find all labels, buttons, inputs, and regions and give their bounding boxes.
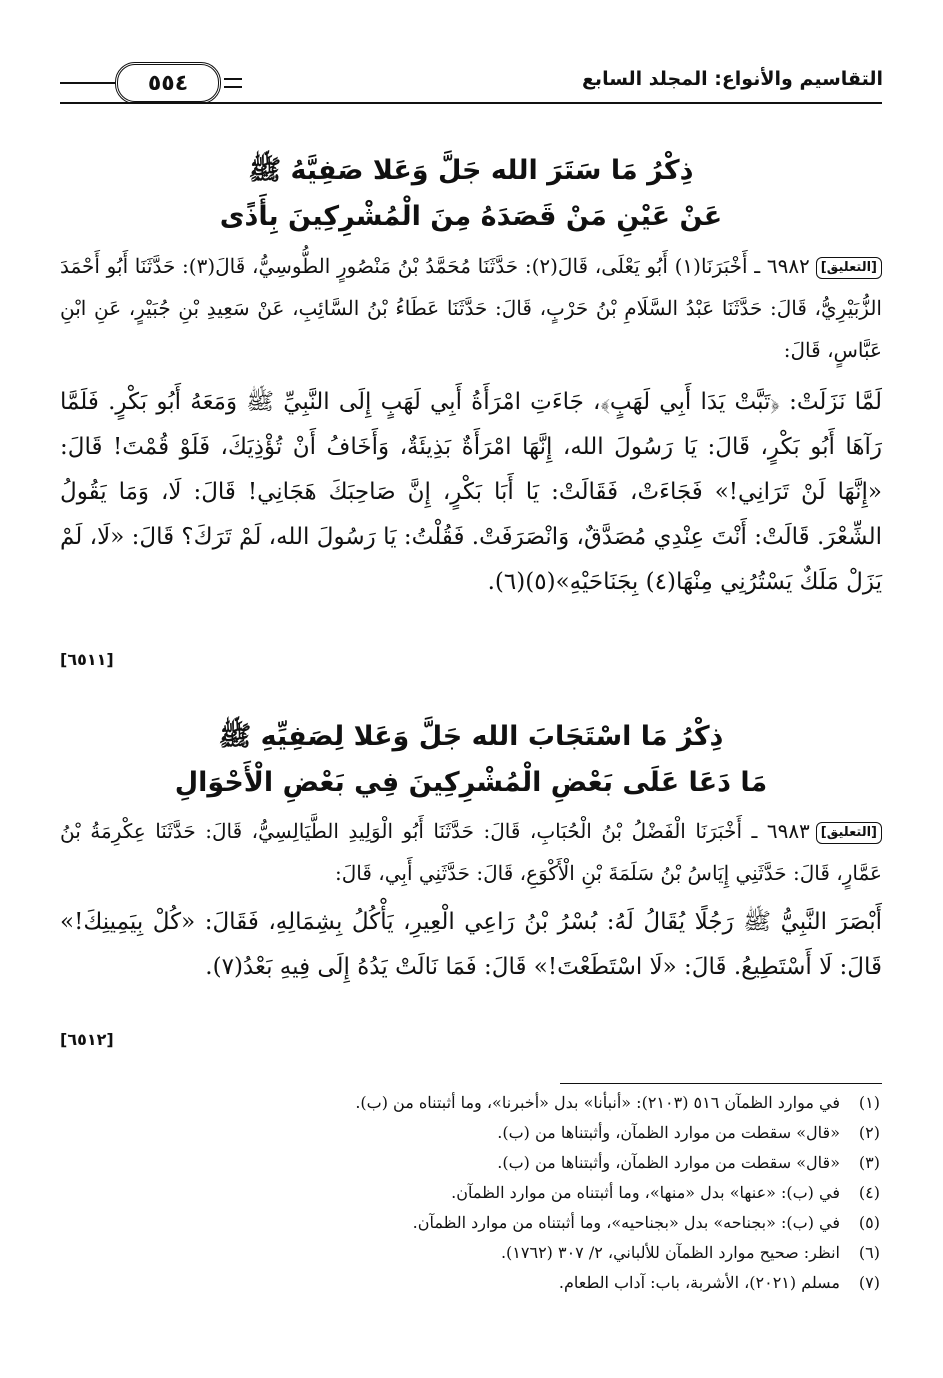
header-rule-left xyxy=(60,82,115,84)
hadith-isnad-6982 xyxy=(60,245,882,371)
hadith-isnad-6983 xyxy=(60,810,882,894)
footnote-item: (٦) انظر: صحيح موارد الظمآن للألباني، ٢/ ٣٠٧ (١٧٦٢). xyxy=(500,1243,880,1262)
hadith-reference-6511: [٦٥١١] xyxy=(60,650,114,669)
section-title-1 xyxy=(60,148,882,240)
footnote-item: (٥) في (ب): «بجناحه» بدل «بجناحيه»، وما أثبتناه من موارد الظمآن. xyxy=(412,1213,880,1232)
footnotes xyxy=(180,1088,880,1298)
section-title-1-line1: ذِكْرُ مَا سَتَرَ الله جَلَّ وَعَلا صَفِيَّهُ ﷺ xyxy=(248,155,694,186)
isnad-text: ٦٩٨٣ ـ أَخْبَرَنَا الْفَضْلُ بْنُ الْحُبَابِ، قَالَ: حَدَّثَنَا أَبُو الْوَلِيدِ الطَّيَالِسِيُّ، قَالَ: حَدَّثَنَا عِكْرِمَةُ بْنُ عَمَّارٍ، قَالَ: حَدَّثَنِي إِيَاسُ بْنُ سَلَمَةَ بْنِ الْأَكْوَعِ، قَالَ: حَدَّثَنِي أَبِي، قَالَ: xyxy=(60,819,882,885)
page-number: ٥٥٤ xyxy=(147,70,189,96)
page-number-frame xyxy=(115,62,221,104)
footnote-item: (٢) «قال» سقطت من موارد الظمآن، وأثبتناها من (ب). xyxy=(497,1123,880,1142)
isnad-text: ٦٩٨٢ ـ أَخْبَرَنَا(١) أَبُو يَعْلَى، قَالَ(٢): حَدَّثَنَا مُحَمَّدُ بْنُ مَنْصُورٍ الطُّوسِيُّ، قَالَ(٣): حَدَّثَنَا أَبُو أَحْمَدَ الزُّبَيْرِيُّ، قَالَ: حَدَّثَنَا عَبْدُ السَّلَامِ بْنُ حَرْبٍ، قَالَ: حَدَّثَنَا عَطَاءُ بْنُ السَّائِبِ، عَنْ سَعِيدِ بْنِ جُبَيْرٍ، عَنِ ابْنِ عَبَّاسٍ، قَالَ: xyxy=(60,254,882,362)
hadith-type-badge: [التعليق] xyxy=(816,822,882,844)
section-title-2-line2: مَا دَعَا عَلَى بَعْضِ الْمُشْرِكِينَ فِي بَعْضِ الْأَحْوَالِ xyxy=(174,767,768,798)
header-rule xyxy=(60,102,882,104)
matn-text: أَبْصَرَ النَّبِيُّ ﷺ رَجُلًا يُقَالُ لَهُ: بُسْرُ بْنُ رَاعِي الْعِيرِ، يَأْكُلُ بِشِمَالِهِ، فَقَالَ: «كُلْ بِيَمِينِكَ!» قَالَ: لَا أَسْتَطِيعُ. قَالَ: «لَا اسْتَطَعْتَ!» قَالَ: فَمَا نَالَتْ يَدُهُ إِلَى فِيهِ بَعْدُ(٧). xyxy=(60,909,882,980)
footnote-item: (١) في موارد الظمآن ٥١٦ (٢١٠٣): «أنبأنا» بدل «أخبرنا»، وما أثبتناه من (ب). xyxy=(355,1093,880,1112)
footnote-separator xyxy=(560,1083,882,1084)
matn-text: لَمَّا نَزَلَتْ: ﴿تَبَّتْ يَدَا أَبِي لَهَبٍ﴾، جَاءَتِ امْرَأَةُ أَبِي لَهَبٍ إِلَى النَّبِيِّ ﷺ وَمَعَهُ أَبُو بَكْرٍ. فَلَمَّا رَآهَا أَبُو بَكْرٍ، قَالَ: يَا رَسُولَ الله، إِنَّهَا امْرَأَةٌ بَذِيئَةٌ، وَأَخَافُ أَنْ تُؤْذِيَكَ، فَلَوْ قُمْتَ! قَالَ: «إِنَّهَا لَنْ تَرَانِي!» فَجَاءَتْ، فَقَالَتْ: يَا أَبَا بَكْرٍ، إِنَّ صَاحِبَكَ هَجَانِي! قَالَ: لَا، وَمَا يَقُولُ الشِّعْرَ. قَالَتْ: أَنْتَ عِنْدِي مُصَدَّقٌ، وَانْصَرَفَتْ. فَقُلْتُ: يَا رَسُولَ الله، لَمْ تَرَكَ؟ قَالَ: «لَا، لَمْ يَزَلْ مَلَكٌ يَسْتُرُنِي مِنْهَا(٤) بِجَنَاحَيْهِ»(٥)(٦). xyxy=(60,389,882,595)
footnote-item: (٣) «قال» سقطت من موارد الظمآن، وأثبتناها من (ب). xyxy=(497,1153,880,1172)
footnote-item: (٤) في (ب): «عنها» بدل «منها»، وما أثبتناه من موارد الظمآن. xyxy=(451,1183,880,1202)
section-title-2 xyxy=(60,714,882,806)
section-title-1-line2: عَنْ عَيْنِ مَنْ قَصَدَهُ مِنَ الْمُشْرِكِينَ بِأَذًى xyxy=(219,201,723,232)
hadith-matn-6983 xyxy=(60,900,882,990)
hadith-reference-6512: [٦٥١٢] xyxy=(60,1030,114,1049)
section-title-2-line1: ذِكْرُ مَا اسْتَجَابَ الله جَلَّ وَعَلا لِصَفِيِّهِ ﷺ xyxy=(218,721,724,752)
footnote-item: (٧) مسلم (٢٠٢١)، الأشربة، باب: آداب الطعام. xyxy=(558,1273,880,1292)
hadith-type-badge: [التعليق] xyxy=(816,257,882,279)
book-title: التقاسيم والأنواع: المجلد السابع xyxy=(581,68,883,90)
hadith-matn-6982 xyxy=(60,380,882,605)
running-header xyxy=(0,60,943,120)
